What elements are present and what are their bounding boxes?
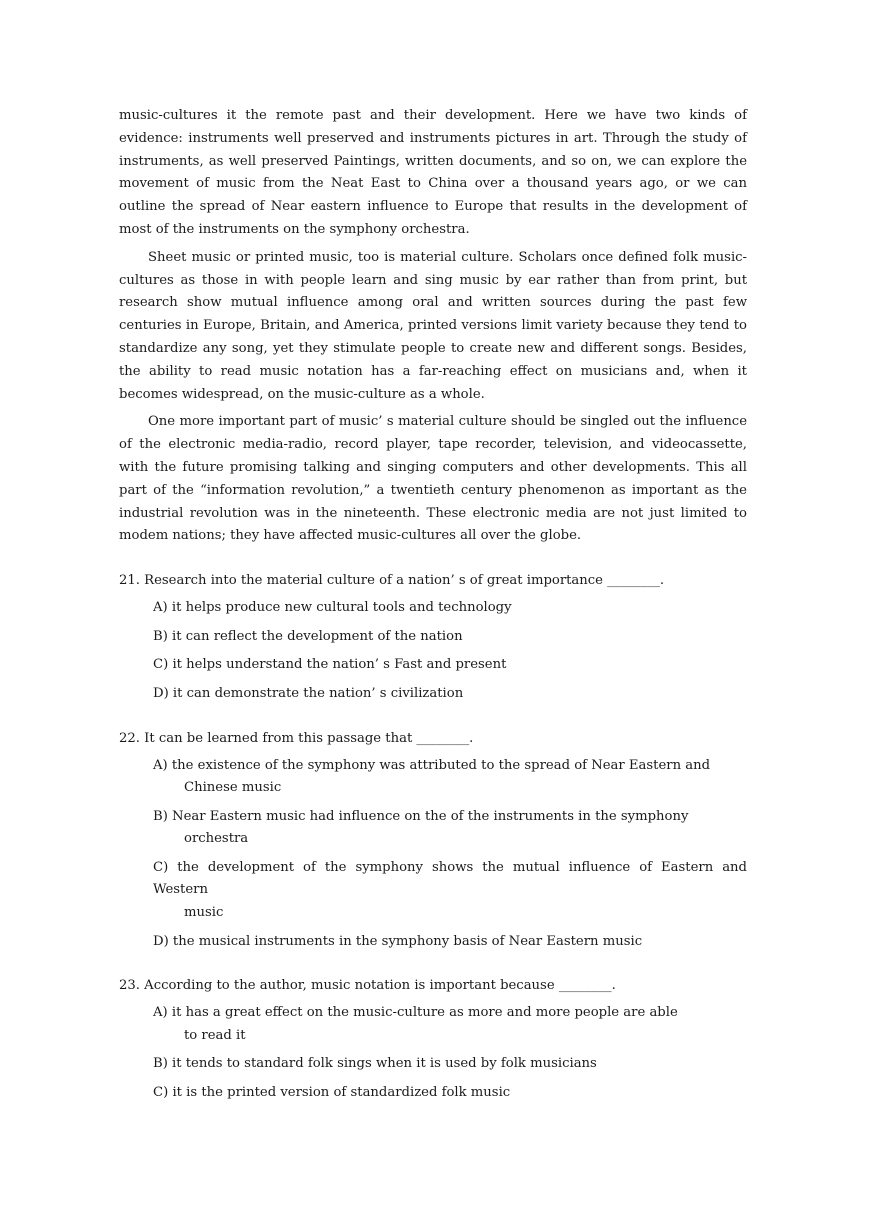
option-c[interactable] [119, 857, 747, 925]
option-b[interactable] [119, 806, 747, 851]
question-21 [119, 570, 747, 705]
option-letter: A) [153, 757, 168, 773]
question-22 [119, 728, 747, 954]
question-stem: 22. It can be learned from this passage that ________. [119, 730, 474, 746]
option-text: Near Eastern music had influence on the of the instruments in the symphony [172, 808, 689, 824]
option-d[interactable] [119, 931, 747, 954]
passage-paragraph-3: One more important part of music’ s material culture should be singled out the influence of the electronic media-radio, record player, tape recorder, television, and videocassette, with the future promising talking and singing computers and other developments. This all part of the “information revolution,” a twentieth century phenomenon as important as the industrial revolution was in the nineteenth. These electronic media are not just limited to modem nations; they have affected music-cultures all over the globe. [119, 414, 747, 544]
option-text: it is the printed version of standardized folk music [172, 1085, 511, 1101]
option-letter: C) [153, 657, 169, 673]
option-letter: B) [153, 1056, 168, 1072]
option-text: the musical instruments in the symphony basis of Near Eastern music [172, 933, 643, 949]
option-text: the existence of the symphony was attributed to the spread of Near Eastern and [171, 757, 711, 773]
document-page [119, 105, 747, 1111]
passage-paragraph-2: Sheet music or printed music, too is material culture. Scholars once defined folk music-cultures as those in with people learn and sing music by ear rather than from print, but research show mutual influence among oral and written sources during the past few centuries in Europe, Britain, and America, printed versions limit variety because they tend to standardize any song, yet they stimulate people to create new and different songs. Besides, the ability to read music notation has a far-reaching effect on musicians and, when it becomes widespread, on the music-culture as a whole. [119, 249, 747, 402]
option-text: it helps understand the nation’ s Fast and present [172, 657, 507, 673]
option-c[interactable] [119, 1082, 747, 1105]
option-text: it helps produce new cultural tools and technology [171, 600, 512, 616]
option-text: it tends to standard folk sings when it is used by folk musicians [172, 1056, 597, 1072]
passage-paragraph-1: music-cultures it the remote past and their development. Here we have two kinds of evidence: instruments well preserved and instruments pictures in art. Through the study of instruments, as well preserved Paintings, written documents, and so on, we can explore the movement of music from the Neat East to China over a thousand years ago, or we can outline the spread of Near eastern influence to Europe that results in the development of most of the instruments on the symphony orchestra. [119, 108, 747, 237]
option-c[interactable] [119, 654, 747, 677]
option-letter: D) [153, 685, 169, 701]
option-letter: A) [153, 600, 168, 616]
option-letter: C) [153, 859, 169, 875]
option-b[interactable] [119, 626, 747, 649]
option-a[interactable] [119, 755, 747, 800]
option-a[interactable] [119, 1002, 747, 1047]
option-d[interactable] [119, 683, 747, 706]
option-text: it has a great effect on the music-culture as more and more people are able [171, 1005, 678, 1021]
option-b[interactable] [119, 1053, 747, 1076]
option-text-continuation: music [184, 905, 224, 921]
option-letter: D) [153, 933, 169, 949]
option-letter: B) [153, 628, 168, 644]
question-23 [119, 975, 747, 1104]
question-stem: 23. According to the author, music notation is important because ________. [119, 978, 616, 994]
option-letter: B) [153, 808, 168, 824]
option-a[interactable] [119, 597, 747, 620]
option-text: it can demonstrate the nation’ s civilization [172, 685, 464, 701]
option-text: it can reflect the development of the nation [172, 628, 463, 644]
option-text-continuation: Chinese music [184, 780, 282, 796]
option-letter: A) [153, 1005, 168, 1021]
option-text: the development of the symphony shows the mutual influence of Eastern and Western [153, 859, 747, 898]
option-letter: C) [153, 1085, 169, 1101]
question-stem: 21. Research into the material culture of a nation’ s of great importance ________. [119, 573, 665, 589]
option-text-continuation: to read it [184, 1027, 246, 1043]
option-text-continuation: orchestra [184, 831, 249, 847]
